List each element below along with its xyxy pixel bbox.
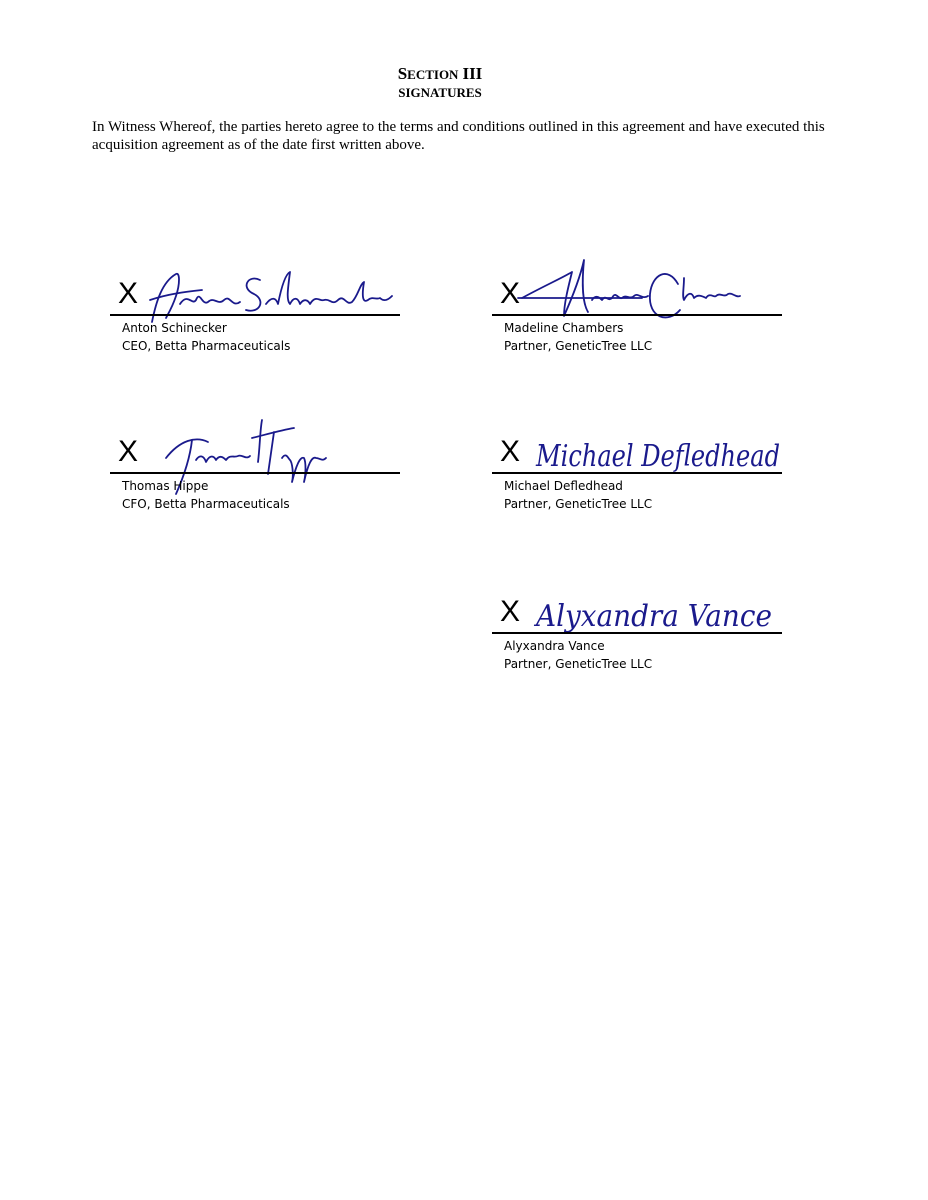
signer-title: Partner, GeneticTree LLC (504, 339, 653, 353)
signer-title: Partner, GeneticTree LLC (504, 657, 653, 671)
signature-block-michael (492, 434, 784, 544)
signature-mark: X (118, 435, 139, 468)
signature-mark: X (118, 277, 139, 310)
signature-line[interactable] (110, 314, 400, 316)
signature-line[interactable] (492, 632, 782, 634)
signer-name: Michael Defledhead (504, 479, 623, 493)
witness-paragraph: In Witness Whereof, the parties hereto agree to the terms and conditions outlined in this agreement and have executed this acquisition agreement as of the date first written above. (92, 119, 825, 153)
section-heading: SIGNATURES (398, 85, 482, 100)
signature-mark: X (500, 277, 521, 310)
signer-title: Partner, GeneticTree LLC (504, 497, 653, 511)
signature-block-madeline (492, 276, 784, 386)
signer-title: CFO, Betta Pharmaceuticals (122, 497, 290, 511)
signer-name: Alyxandra Vance (504, 639, 605, 653)
signature-script: Alyxandra Vance (533, 599, 772, 634)
signature-line[interactable] (492, 472, 782, 474)
signature-line[interactable] (110, 472, 400, 474)
signature-line[interactable] (492, 314, 782, 316)
signature-script: Michael Defledhead (535, 439, 780, 474)
signature-block-anton (110, 276, 402, 386)
section-header (0, 64, 880, 101)
signature-block-thomas (110, 434, 402, 544)
signature-block-alyxandra (492, 594, 784, 704)
signature-mark: X (500, 435, 521, 468)
section-label: SECTION III (397, 64, 483, 83)
signer-name: Madeline Chambers (504, 321, 624, 335)
signer-title: CEO, Betta Pharmaceuticals (122, 339, 291, 353)
signature-mark: X (500, 595, 521, 628)
signer-name: Thomas Hippe (122, 479, 209, 493)
signer-name: Anton Schinecker (122, 321, 227, 335)
